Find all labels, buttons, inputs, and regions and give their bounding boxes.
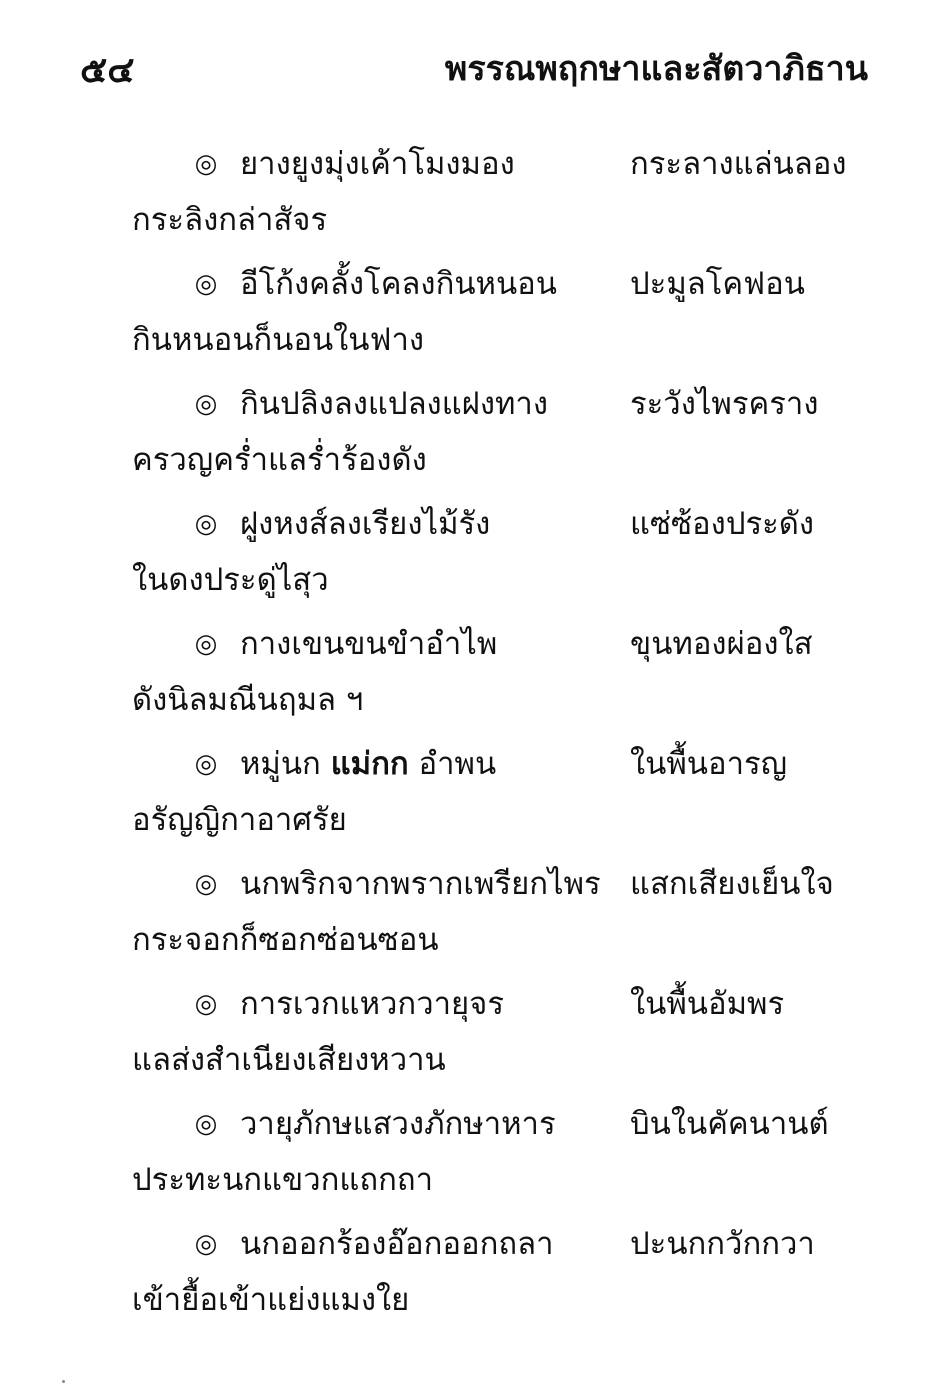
stanza-right-hemistich: กระลางแล่นลอง — [630, 146, 847, 182]
stanza-left-hemistich: กินปลิงลงแปลงแฝงทาง — [240, 386, 548, 422]
bullet-icon: ◎ — [194, 509, 218, 539]
stanza-second-line: กินหนอนก็นอนในฟาง — [132, 322, 424, 358]
stanza-right-hemistich: ขุนทองผ่องใส — [630, 626, 813, 662]
stanza-left-hemistich: การเวกแหวกวายุจร — [240, 986, 504, 1022]
bullet-icon: ◎ — [194, 989, 218, 1019]
stanza-right-hemistich: ในพื้นอัมพร — [630, 986, 785, 1022]
stanza-second-line: กระจอกก็ซอกซ่อนซอน — [132, 922, 439, 958]
stanza-first-line — [188, 978, 888, 1030]
stanza-first-line — [188, 858, 888, 910]
stanza-left-hemistich: วายุภักษแสวงภักษาหาร — [240, 1106, 556, 1142]
stanza-second-line: ประทะนกแขวกแถกถา — [132, 1162, 434, 1198]
stanza-right-hemistich: ปะมูลโคฟอน — [630, 266, 805, 302]
stanza-right-hemistich: บินในคัคนานต์ — [630, 1106, 829, 1142]
stanza-left-hemistich: อีโก้งคลั้งโคลงกินหนอน — [240, 266, 557, 302]
stanza-first-line — [188, 378, 888, 430]
stanza — [0, 138, 938, 258]
stanza-right-hemistich: ในพื้นอารญ — [630, 746, 788, 782]
stanza-left-hemistich: ฝูงหงส์ลงเรียงไม้รัง — [240, 506, 491, 542]
stanza-left-hemistich: นกพริกจากพรากเพรียกไพร — [240, 866, 601, 902]
stanza-right-hemistich: แซ่ซ้องประดัง — [630, 506, 815, 542]
bullet-icon: ◎ — [194, 629, 218, 659]
stanza-list — [0, 138, 938, 1338]
stanza-right-hemistich: แสกเสียงเย็นใจ — [630, 866, 834, 902]
stanza — [0, 378, 938, 498]
stanza — [0, 258, 938, 378]
bullet-icon: ◎ — [194, 389, 218, 419]
stanza-first-line — [188, 1098, 888, 1150]
page-number: ๕๔ — [80, 49, 135, 91]
stanza — [0, 498, 938, 618]
stanza-second-line: กระลิงกล่าสัจร — [132, 202, 328, 238]
stanza — [0, 618, 938, 738]
stanza-left-hemistich: ยางยูงมุ่งเค้าโมงมอง — [240, 146, 515, 182]
stanza-right-hemistich: ระวังไพรคราง — [630, 386, 819, 422]
bold-term: แม่กก — [330, 746, 409, 782]
stanza — [0, 978, 938, 1098]
stanza-second-line: ครวญคร่ำแลร่ำร้องดัง — [132, 442, 427, 478]
bullet-icon: ◎ — [194, 869, 218, 899]
stanza-second-line: ดังนิลมณีนฤมล ฯ — [132, 682, 364, 718]
stanza-first-line — [188, 738, 888, 790]
bullet-icon: ◎ — [194, 269, 218, 299]
running-title: พรรณพฤกษาและสัตวาภิธาน — [444, 49, 868, 89]
stanza — [0, 738, 938, 858]
stanza-second-line: ในดงประดู่ไสุว — [132, 562, 329, 598]
stanza-first-line — [188, 498, 888, 550]
stanza-second-line: อรัญญิกาอาศรัย — [132, 802, 347, 838]
print-speck — [62, 1380, 65, 1383]
stanza-left-hemistich: หมู่นก แม่กก อำพน — [240, 746, 497, 782]
stanza-left-hemistich: นกออกร้องอ๊อกออกถลา — [240, 1226, 554, 1262]
bullet-icon: ◎ — [194, 1229, 218, 1259]
stanza-right-hemistich: ปะนกกวักกวา — [630, 1226, 815, 1262]
stanza-first-line — [188, 618, 888, 670]
stanza — [0, 858, 938, 978]
stanza — [0, 1218, 938, 1338]
bullet-icon: ◎ — [194, 1109, 218, 1139]
stanza-second-line: เข้ายื้อเข้าแย่งแมงใย — [132, 1282, 410, 1318]
stanza-first-line — [188, 1218, 888, 1270]
stanza-first-line — [188, 138, 888, 190]
stanza-left-hemistich: กางเขนขนขำอำไพ — [240, 626, 498, 662]
bullet-icon: ◎ — [194, 749, 218, 779]
bullet-icon: ◎ — [194, 149, 218, 179]
stanza-second-line: แลส่งสำเนียงเสียงหวาน — [132, 1042, 446, 1078]
stanza — [0, 1098, 938, 1218]
stanza-first-line — [188, 258, 888, 310]
